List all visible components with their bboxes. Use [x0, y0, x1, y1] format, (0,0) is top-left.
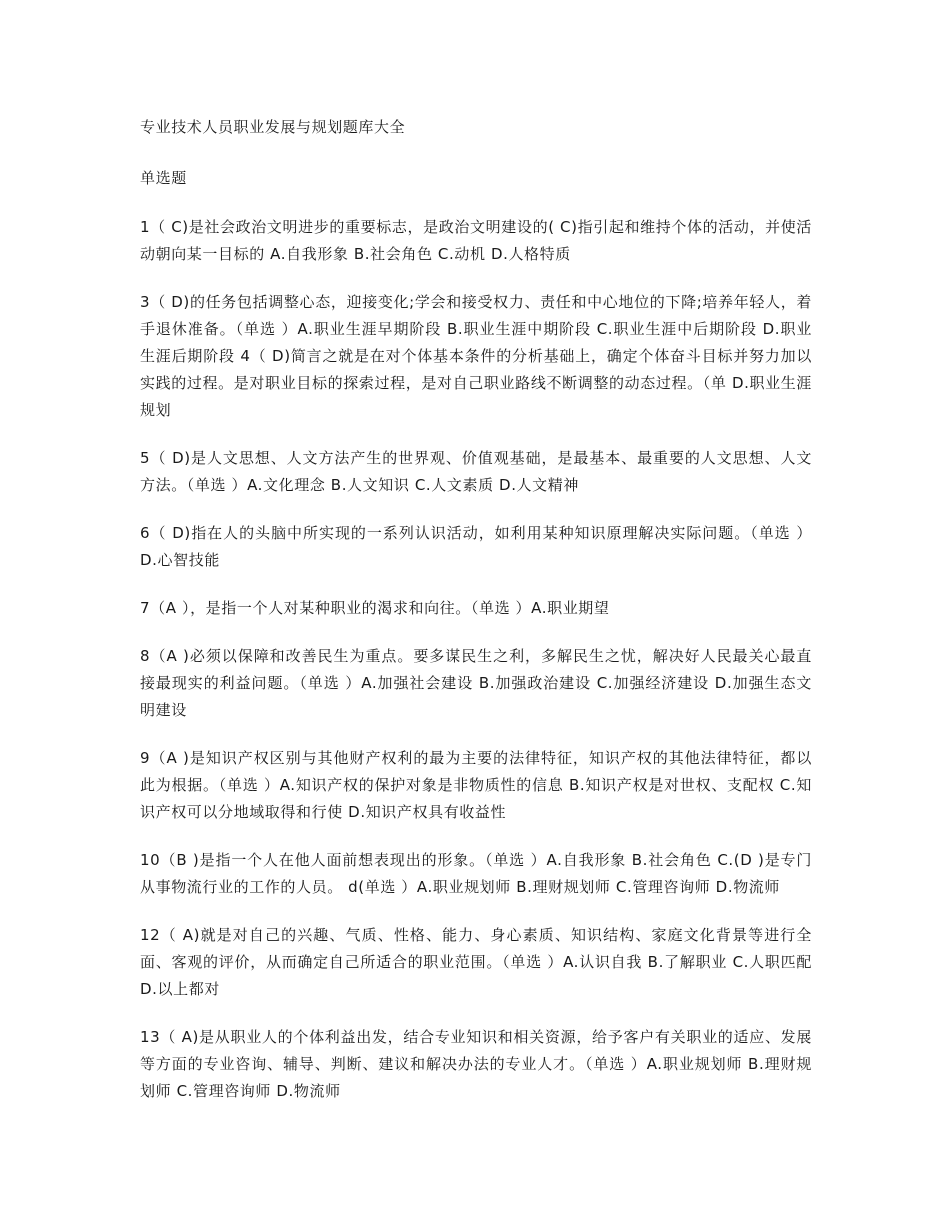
question-paragraph: 12（ A)就是对自己的兴趣、气质、性格、能力、身心素质、知识结构、家庭文化背景等进行全面、客观的评价，从而确定自己所适合的职业范围。（单选 ）A.认识自我 B.了解职业 C.人职匹配 D.以上都对 [140, 926, 812, 998]
question-paragraph: 1（ C)是社会政治文明进步的重要标志，是政治文明建设的( C)指引起和维持个体的活动，并使活动朝向某一目标的 A.自我形象 B.社会角色 C.动机 D.人格特质 [140, 218, 812, 263]
question-paragraph: 8（A )必须以保障和改善民生为重点。要多谋民生之利，多解民生之忧，解决好人民最关心最直接最现实的利益问题。（单选 ）A.加强社会建设 B.加强政治建设 C.加强经济建设 D.加强生态文明建设 [140, 647, 812, 719]
section-heading: 单选题 [140, 169, 187, 187]
question-paragraph: 3（ D)的任务包括调整心态，迎接变化;学会和接受权力、责任和中心地位的下降;培养年轻人，着手退休准备。（单选 ）A.职业生涯早期阶段 B.职业生涯中期阶段 C.职业生涯中后期阶段 D.职业生涯后期阶段 4（ D)简言之就是在对个体基本条件的分析基础上，确定个体奋斗目标并努力加以实践的过程。是对职业目标的探索过程，是对自己职业路线不断调整的动态过程。（单 D.职业生涯规划 [140, 293, 812, 419]
question-paragraph: 10（B )是指一个人在他人面前想表现出的形象。（单选 ）A.自我形象 B.社会角色 C.(D )是专门从事物流行业的工作的人员。 d(单选 ）A.职业规划师 B.理财规划师 C.管理咨询师 D.物流师 [140, 851, 812, 896]
document-page [140, 114, 812, 1126]
question-paragraph: 5（ D)是人文思想、人文方法产生的世界观、价值观基础，是最基本、最重要的人文思想、人文方法。（单选 ）A.文化理念 B.人文知识 C.人文素质 D.人文精神 [140, 449, 812, 494]
question-paragraph: 6（ D)指在人的头脑中所实现的一系列认识活动，如利用某种知识原理解决实际问题。（单选 ）D.心智技能 [140, 524, 812, 569]
question-paragraph: 7（A ），是指一个人对某种职业的渴求和向往。（单选 ）A.职业期望 [140, 599, 610, 617]
question-paragraph: 13（ A)是从职业人的个体利益出发，结合专业知识和相关资源，给予客户有关职业的适应、发展等方面的专业咨询、辅导、判断、建议和解决办法的专业人才。（单选 ）A.职业规划师 B.理财规划师 C.管理咨询师 D.物流师 [140, 1028, 812, 1100]
document-title: 专业技术人员职业发展与规划题库大全 [140, 118, 406, 136]
question-paragraph: 9（A )是知识产权区别与其他财产权利的最为主要的法律特征，知识产权的其他法律特征，都以此为根据。（单选 ）A.知识产权的保护对象是非物质性的信息 B.知识产权是对世权、支配权 C.知识产权可以分地域取得和行使 D.知识产权具有收益性 [140, 749, 812, 821]
